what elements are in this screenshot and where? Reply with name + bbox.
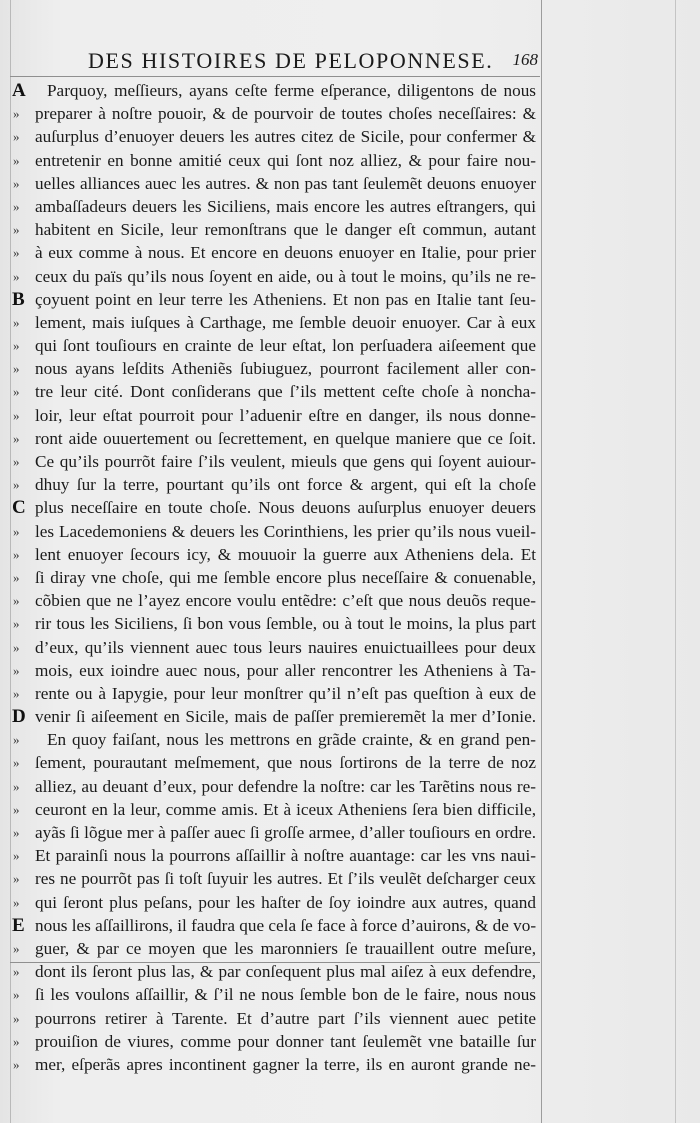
quote-mark: » [13, 894, 20, 910]
text-line [13, 867, 538, 890]
line-text: dhuy ſur la terre, pourtant qu’ils ont force & argent, qui eſt la choſe [35, 475, 536, 495]
section-letter: D [12, 706, 26, 728]
page-header [88, 46, 540, 74]
section-letter: C [12, 497, 26, 519]
line-text: tre leur cité. Dont conſiderans que ſ’ils mettent ceſte choſe à noncha- [35, 382, 536, 402]
quote-mark: » [13, 384, 20, 400]
text-line [13, 520, 538, 543]
text-line [13, 751, 538, 774]
section-letter: E [12, 914, 25, 936]
quote-mark: » [13, 848, 20, 864]
text-line [13, 496, 538, 519]
text-line [13, 149, 538, 172]
quote-mark: » [13, 1010, 20, 1026]
line-text: qui ſeront plus peſans, pour les haſter de ſoy ioindre aux autres, quand [35, 892, 536, 912]
text-line [13, 380, 538, 403]
quote-mark: » [13, 106, 20, 122]
line-text: pourrons retirer à Tarente. Et d’autre part ſ’ils viennent auec petite [35, 1008, 536, 1028]
text-line [13, 265, 538, 288]
text-line [13, 218, 538, 241]
text-line [13, 241, 538, 264]
line-text: cõbien que ne l’ayez encore voulu entẽdre: c’eſt que nous deuõs reque- [35, 591, 536, 611]
text-line [13, 937, 538, 960]
line-text: d’eux, qu’ils viennent auec tous leurs nauires enuictuaillees pour deux [35, 637, 536, 657]
quote-mark: » [13, 523, 20, 539]
line-text: habitent en Sicile, leur remonſtrans que le danger eſt commun, autant [35, 220, 536, 240]
quote-mark: » [13, 314, 20, 330]
line-text: nous ayans leſdits Atheniẽs ſubiuguez, pourront facilement aller con- [35, 359, 536, 379]
quote-mark: » [13, 569, 20, 585]
line-text: çoyuent point en leur terre les Atheniens. Et non pas en Italie tant ſeu- [35, 289, 536, 309]
text-line [13, 172, 538, 195]
line-text: rente ou à Iapygie, pour leur monſtrer qu’il n’eſt pas queſtion à eux de [35, 683, 536, 703]
line-text: res ne pourrõt pas ſi toſt ſuyuir les autres. Et ſ’ils veulẽt deſcharger ceux [35, 869, 536, 889]
text-line [13, 427, 538, 450]
line-text: preparer à noſtre pouoir, & de pourvoir de toutes choſes neceſſaires: & [35, 104, 536, 124]
line-text: ambaſſadeurs deuers les Siciliens, mais encore les autres eſtrangers, qui [35, 196, 536, 216]
text-body [13, 79, 538, 1076]
quote-mark: » [13, 546, 20, 562]
text-line [13, 589, 538, 612]
quote-mark: » [13, 268, 20, 284]
text-line [13, 705, 538, 728]
text-line [13, 798, 538, 821]
line-text: ſi les voulons aſſaillir, & ſ’il ne nous ſemble bon de le faire, nous nous [35, 985, 536, 1005]
quote-mark: » [13, 454, 20, 469]
line-text: Parquoy, meſſieurs, ayans ceſte ferme eſperance, diligentons de nous [47, 81, 536, 100]
line-text: Et parainſi nous la pourrons aſſaillir à noſtre auantage: car les vns naui- [35, 846, 536, 866]
quote-mark: » [13, 662, 20, 678]
text-line [13, 914, 538, 937]
quote-mark: » [13, 1056, 20, 1072]
quote-mark: » [13, 361, 20, 377]
quote-mark: » [13, 430, 20, 446]
text-line [13, 1007, 538, 1030]
text-line [13, 79, 538, 102]
text-line [13, 311, 538, 334]
text-line [13, 682, 538, 705]
line-text: rir tous les Siciliens, ſi bon vous ſemble, ou à tout le moins, la plus part [35, 614, 536, 634]
line-text: prouiſion de viures, comme pour donner tant ſeulemẽt vne bataille ſur [35, 1031, 536, 1051]
text-line [13, 844, 538, 867]
quote-mark: » [13, 407, 20, 423]
quote-mark: » [13, 175, 20, 191]
quote-mark: » [13, 152, 20, 168]
text-line [13, 102, 538, 125]
line-text: dont ils ſeront plus las, & par conſequent plus mal aiſez à eux defendre, [35, 962, 536, 982]
line-text: ceuront en la leur, comme amis. Et à iceux Atheniens ſera bien difficile, [35, 799, 536, 819]
line-text: plus neceſſaire en toute choſe. Nous deuons auſurplus enuoyer deuers [35, 498, 536, 518]
quote-mark: » [13, 801, 20, 817]
line-text: les Lacedemoniens & deuers les Corinthiens, les prier qu’ils nous vueil- [35, 521, 536, 541]
line-text: lement, mais iuſques à Carthage, me ſemble deuoir enuoyer. Car à eux [35, 312, 536, 332]
quote-mark: » [13, 1033, 20, 1049]
quote-mark: » [13, 940, 20, 956]
section-letter: A [12, 80, 26, 101]
header-rule [10, 76, 540, 77]
text-line [13, 983, 538, 1006]
text-line [13, 891, 538, 914]
quote-mark: » [13, 778, 20, 794]
line-text: nous les aſſaillirons, il faudra que cela ſe face à force d’auirons, & de vo- [35, 915, 536, 935]
text-line [13, 1030, 538, 1053]
line-text: guer, & par ce moyen que les maronniers ſe trauaillent outre meſure, [35, 938, 536, 958]
section-letter: B [12, 288, 25, 310]
text-line [13, 404, 538, 427]
line-text: loir, leur eſtat pourroit pour l’aduenir eſtre en danger, ils nous donne- [35, 405, 536, 425]
quote-mark: » [13, 732, 20, 748]
text-line [13, 357, 538, 380]
left-margin-rule [10, 0, 11, 1123]
text-line [13, 1053, 538, 1076]
quote-mark: » [13, 964, 20, 980]
text-line [13, 566, 538, 589]
text-block-right-rule [541, 0, 542, 1123]
line-text: qui ſont touſiours en crainte de leur eſtat, lon perſuadera aiſeement que [35, 336, 536, 356]
text-line [13, 775, 538, 798]
text-line [13, 821, 538, 844]
text-line [13, 125, 538, 148]
quote-mark: » [13, 871, 20, 887]
quote-mark: » [13, 129, 20, 145]
line-text: Ce qu’ils pourrõt faire ſ’ils veulent, mieuls que gens qui ſoyent auiour- [35, 452, 536, 471]
text-line [13, 543, 538, 566]
line-text: lent enuoyer ſecours icy, & mouuoir la guerre aux Atheniens dela. Et [35, 544, 536, 564]
line-text: ayãs ſi lõgue mer à paſſer auec ſi groſſe armee, d’aller touſiours en ordre. [35, 823, 536, 842]
text-line [13, 960, 538, 983]
line-text: ceux du païs qu’ils nous ſoyent en aide, ou à tout le moins, qu’ils ne re- [35, 266, 536, 286]
text-line [13, 612, 538, 635]
page-number: 168 [512, 50, 538, 69]
line-text: uelles alliances auec les autres. & non pas tant ſeulemẽt deuons enuoyer [35, 173, 536, 193]
text-line [13, 195, 538, 218]
line-text: mer, eſperãs apres incontinent gagner la terre, ils en auront grande ne- [35, 1054, 536, 1074]
quote-mark: » [13, 616, 20, 632]
quote-mark: » [13, 639, 20, 655]
line-text: mois, eux ioindre auec nous, pour aller rencontrer les Atheniens à Ta- [35, 660, 536, 680]
quote-mark: » [13, 477, 20, 493]
line-text: alliez, au deuant d’eux, pour defendre la noſtre: car les Tarẽtins nous re- [35, 776, 536, 796]
running-title: DES HISTOIRES DE PELOPONNESE. [88, 48, 494, 73]
line-text: à eux comme à nous. Et encore en deuons enuoyer en Italie, pour prier [35, 243, 536, 263]
text-line [13, 659, 538, 682]
line-text: ront aide ouuertement ou ſecrettement, en quelque maniere que ce ſoit. [35, 428, 536, 448]
quote-mark: » [13, 245, 20, 261]
outer-margin-rule [675, 0, 676, 1123]
quote-mark: » [13, 685, 20, 701]
line-text: entretenir en bonne amitié ceux qui ſont noz alliez, & pour faire nou- [35, 150, 536, 170]
text-line [13, 334, 538, 357]
quote-mark: » [13, 825, 20, 840]
text-line [13, 728, 538, 751]
line-text: En quoy faiſant, nous les mettrons en grãde crainte, & en grand pen- [47, 730, 536, 750]
line-text: venir ſi aiſeement en Sicile, mais de paſſer premieremẽt la mer d’Ionie. [35, 707, 536, 727]
quote-mark: » [13, 198, 20, 214]
text-line [13, 288, 538, 311]
quote-mark: » [13, 987, 20, 1003]
quote-mark: » [13, 755, 20, 771]
quote-mark: » [13, 593, 20, 609]
text-line [13, 473, 538, 496]
line-text: ſi diray vne choſe, qui me ſemble encore plus neceſſaire & conuenable, [35, 567, 536, 587]
line-text: auſurplus d’enuoyer deuers les autres citez de Sicile, pour confermer & [35, 127, 536, 147]
text-line [13, 450, 538, 473]
quote-mark: » [13, 338, 20, 354]
quote-mark: » [13, 222, 20, 238]
text-line [13, 636, 538, 659]
line-text: ſement, pourautant meſmement, que nous ſortirons de la terre de noz [35, 753, 536, 773]
